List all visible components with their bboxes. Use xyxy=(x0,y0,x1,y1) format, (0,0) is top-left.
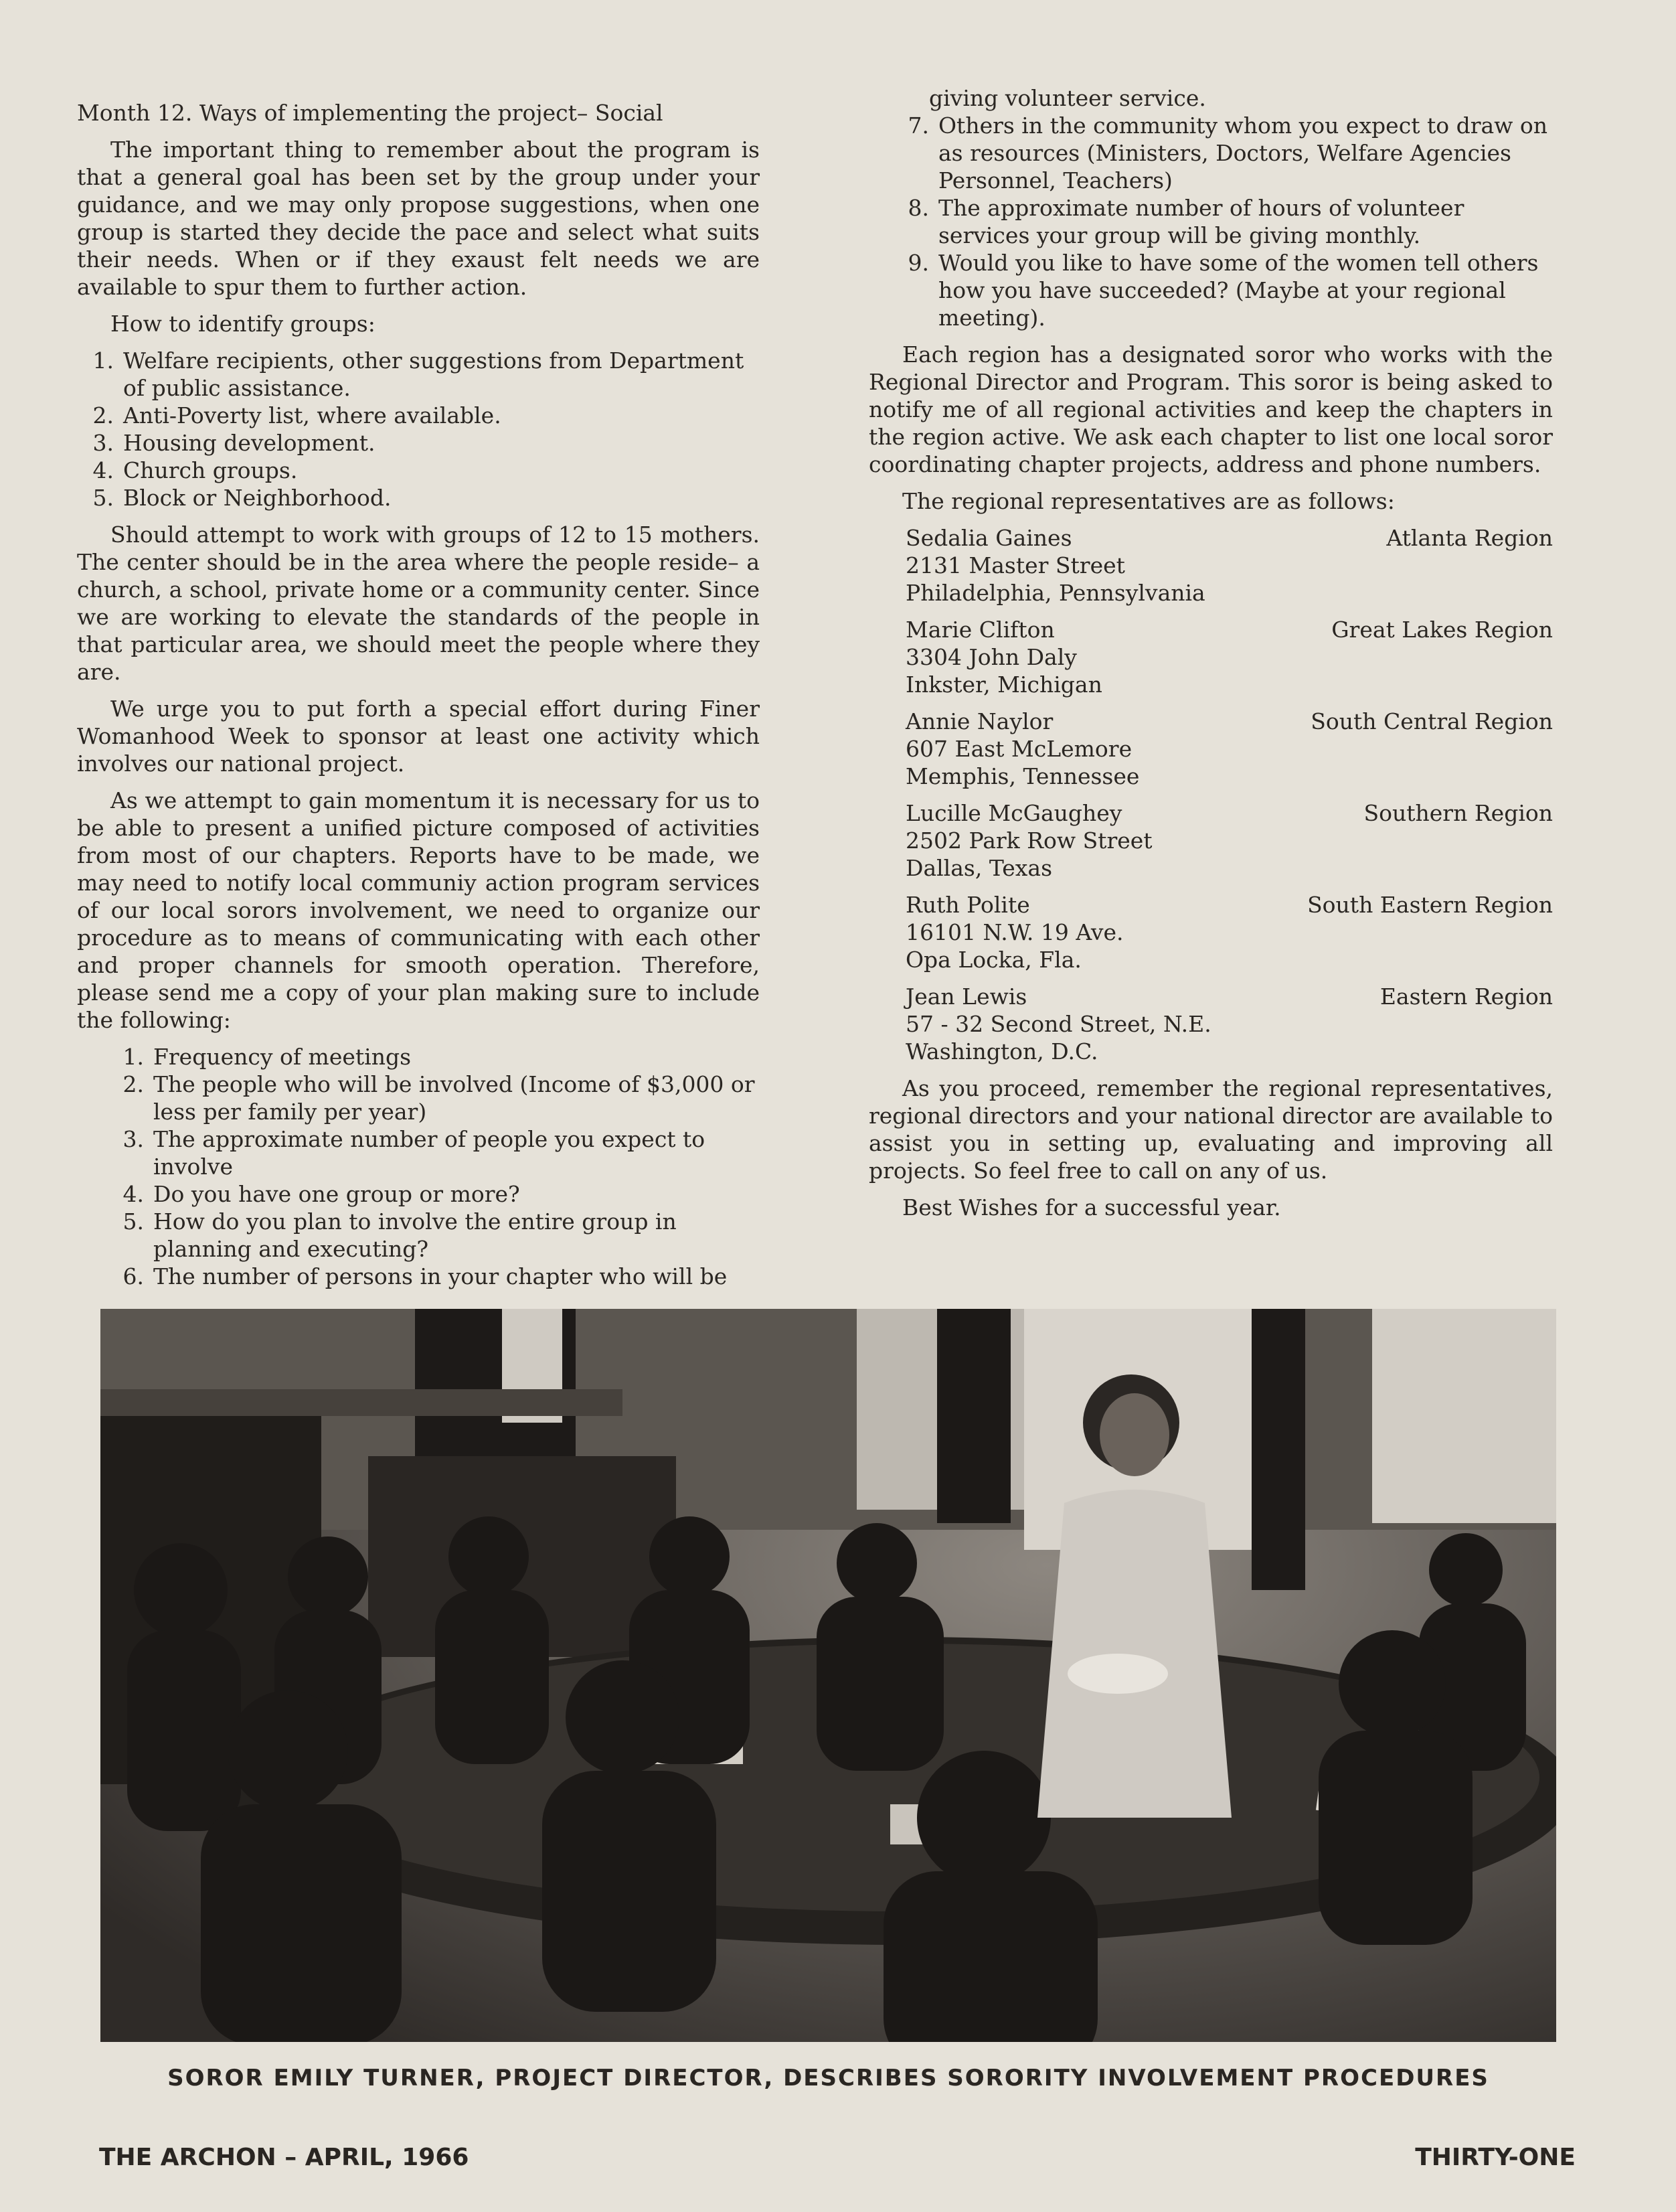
rep-street: 2131 Master Street xyxy=(906,552,1125,578)
paragraph: We urge you to put forth a special effort during Finer Womanhood Week to sponsor at least one activity which involves our national project. xyxy=(77,696,760,777)
rep-region: South Eastern Region xyxy=(1307,892,1553,918)
rep-region: Atlanta Region xyxy=(1386,525,1553,551)
right-column xyxy=(869,84,1553,1231)
paragraph: As you proceed, remember the regional representatives, regional directors and your national director are available to assist you in setting up, evaluating and improving all projects. So feel free to call on any of us. xyxy=(869,1075,1553,1184)
list-item: 7. Others in the community whom you expect to draw on as resources (Ministers, Doctors, Welfare Agencies Personnel, Teachers) xyxy=(908,112,1547,193)
photo-caption: SOROR EMILY TURNER, PROJECT DIRECTOR, DESCRIBES SORORITY INVOLVEMENT PROCEDURES xyxy=(167,2065,1489,2091)
rep-entry xyxy=(906,983,1553,1065)
list-item: 2. The people who will be involved (Income of $3,000 or less per family per year) xyxy=(122,1071,755,1125)
left-column xyxy=(77,99,760,1290)
rep-street: 607 East McLemore xyxy=(906,736,1133,762)
regional-representatives xyxy=(869,524,1553,1065)
list-item: 4. Do you have one group or more? xyxy=(122,1181,520,1207)
rep-street: 16101 N.W. 19 Ave. xyxy=(906,919,1124,945)
rep-entry xyxy=(906,616,1553,698)
rep-region: South Central Region xyxy=(1311,708,1553,734)
rep-name: Sedalia Gaines xyxy=(906,525,1072,551)
rep-region: Southern Region xyxy=(1363,800,1553,826)
rep-name: Jean Lewis xyxy=(906,983,1027,1010)
photo-illustration xyxy=(100,1309,1556,2042)
meeting-photo xyxy=(100,1309,1556,2042)
rep-entry xyxy=(906,524,1553,607)
paragraph: As we attempt to gain momentum it is necessary for us to be able to present a unified picture composed of activities from most of our chapters. Reports have to be made, we may need to notify local communiy action program services of our local sorors involvement, we need to organize our procedure as to means of communicating with each other and proper channels for smooth operation. Therefore, please send me a copy of your plan making sure to include the following: xyxy=(77,787,760,1033)
identify-groups-list xyxy=(77,347,760,511)
page-number: THIRTY-ONE xyxy=(1415,2144,1576,2171)
rep-city: Opa Locka, Fla. xyxy=(906,947,1082,973)
rep-name: Lucille McGaughey xyxy=(906,800,1122,826)
rep-entry xyxy=(906,708,1553,790)
footer-publication: THE ARCHON – APRIL, 1966 xyxy=(99,2144,469,2171)
rep-city: Philadelphia, Pennsylvania xyxy=(906,580,1205,606)
paragraph: Month 12. Ways of implementing the project– Social xyxy=(77,100,663,126)
rep-city: Inkster, Michigan xyxy=(906,672,1102,698)
list-item: 1. Welfare recipients, other suggestions from Department of public assistance. xyxy=(92,347,744,401)
rep-city: Memphis, Tennessee xyxy=(906,763,1140,789)
paragraph: How to identify groups: xyxy=(110,311,375,337)
rep-name: Marie Clifton xyxy=(906,617,1055,643)
rep-street: 57 - 32 Second Street, N.E. xyxy=(906,1011,1211,1037)
rep-street: 2502 Park Row Street xyxy=(906,827,1153,854)
rep-region: Great Lakes Region xyxy=(1331,617,1553,643)
rep-city: Washington, D.C. xyxy=(906,1038,1098,1064)
rep-name: Annie Naylor xyxy=(906,708,1054,734)
list-item: 6. The number of persons in your chapter who will be xyxy=(122,1263,728,1289)
paragraph: Each region has a designated soror who works with the Regional Director and Program. This soror is being asked to notify me of all regional activities and keep the chapters in the region active. We ask each chapter to list one local soror coordinating chapter projects, address and phone numbers. xyxy=(869,341,1553,477)
list-item: 5. How do you plan to involve the entire group in planning and executing? xyxy=(122,1208,677,1262)
rep-name: Ruth Polite xyxy=(906,892,1030,918)
plan-list-continued xyxy=(869,112,1553,331)
rep-region: Eastern Region xyxy=(1379,983,1553,1010)
paragraph: The regional representatives are as follows: xyxy=(902,488,1395,514)
list-continuation: giving volunteer service. xyxy=(929,85,1206,111)
list-item: 9. Would you like to have some of the women tell others how you have succeeded? (Maybe at your regional meeting). xyxy=(908,250,1539,331)
paragraph: Should attempt to work with groups of 12 to 15 mothers. The center should be in the area where the people reside– a church, a school, private home or a community center. Since we are working to elevate the standards of the people in that particular area, we should meet the people where they are. xyxy=(77,522,760,685)
list-item: 1. Frequency of meetings xyxy=(122,1044,412,1070)
list-item: 2. Anti-Poverty list, where available. xyxy=(92,402,501,428)
plan-list xyxy=(77,1043,760,1290)
paragraph: The important thing to remember about the program is that a general goal has been set by the group under your guidance, and we may only propose suggestions, when one group is started they decide the pace and select what suits their needs. When or if they exaust felt needs we are available to spur them to further action. xyxy=(77,137,760,300)
rep-city: Dallas, Texas xyxy=(906,855,1053,881)
rep-entry xyxy=(906,799,1553,882)
list-item: 8. The approximate number of hours of volunteer services your group will be giving monthly. xyxy=(908,195,1464,248)
list-item: 4. Church groups. xyxy=(92,457,298,483)
rep-entry xyxy=(906,891,1553,973)
list-item: 3. The approximate number of people you expect to involve xyxy=(122,1126,705,1180)
list-item: 5. Block or Neighborhood. xyxy=(92,485,392,511)
paragraph: Best Wishes for a successful year. xyxy=(902,1194,1281,1220)
list-item: 3. Housing development. xyxy=(92,430,375,456)
rep-street: 3304 John Daly xyxy=(906,644,1077,670)
